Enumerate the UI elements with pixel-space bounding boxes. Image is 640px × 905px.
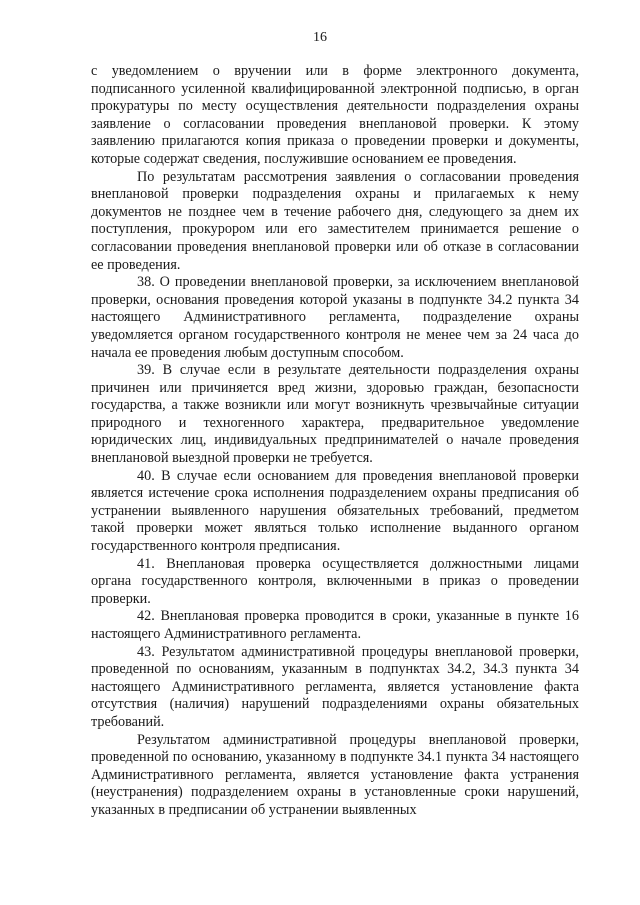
paragraph-item-39: 39. В случае если в результате деятельности подразделения охраны причинен или причиняется вред жизни, здоровью граждан, безопасности государства, а также возникли или могут возникнуть чрезвычайные ситуации природного и техногенного характера, предварительное уведомление юридических лиц, индивидуальных предпринимателей о начале проведения внеплановой выездной проверки не требуется. bbox=[91, 362, 579, 467]
paragraph-item-38: 38. О проведении внеплановой проверки, за исключением внеплановой проверки, основания проведения которой указаны в подпункте 34.2 пункта 34 настоящего Административного регламента, подразделение охраны уведомляется органом государственного контроля не менее чем за 24 часа до начала ее проведения любым доступным способом. bbox=[91, 274, 579, 361]
paragraph-item-42: 42. Внеплановая проверка проводится в сроки, указанные в пункте 16 настоящего Административного регламента. bbox=[91, 608, 579, 642]
paragraph-item-43-result: Результатом административной процедуры внеплановой проверки, проведенной по основанию, указанному в подпункте 34.1 пункта 34 настоящего Административного регламента, является установление факта устранения (неустранения) подразделением охраны в установленные сроки нарушений, указанных в предписании об устранении выявленных bbox=[91, 731, 579, 818]
paragraph-continuation: с уведомлением о вручении или в форме электронного документа, подписанного усиленной квалифицированной электронной подписью, в орган прокуратуры по месту осуществления деятельности подразделения охраны заявление о согласовании проведения внеплановой проверки. К этому заявлению прилагаются копия приказа о проведении проверки и документы, которые содержат сведения, послужившие основанием ее проведения. bbox=[91, 63, 579, 167]
paragraph-item-43: 43. Результатом административной процедуры внеплановой проверки, проведенной по основаниям, указанным в подпунктах 34.2, 34.3 пункта 34 настоящего Административного регламента, является установление факта отсутствия (наличия) нарушений подразделениями охраны обязательных требований. bbox=[91, 643, 579, 730]
paragraph-review-decision: По результатам рассмотрения заявления о согласовании проведения внеплановой проверки подразделения охраны и прилагаемых к нему документов не позднее чем в течение рабочего дня, следующего за днем их поступления, прокурором или его заместителем принимается решение о согласовании проведения внеплановой проверки или об отказе в согласовании ее проведения. bbox=[91, 168, 579, 273]
paragraph-item-41: 41. Внеплановая проверка осуществляется должностными лицами органа государственного контроля, включенными в приказ о проведении проверки. bbox=[91, 555, 579, 607]
document-body bbox=[91, 63, 579, 820]
paragraph-item-40: 40. В случае если основанием для проведения внеплановой проверки является истечение срока исполнения подразделением охраны предписания об устранении выявленного нарушения обязательных требований, предметом такой проверки может являться только исполнение выданного органом государственного контроля предписания. bbox=[91, 467, 579, 555]
page-number: 16 bbox=[313, 30, 327, 45]
